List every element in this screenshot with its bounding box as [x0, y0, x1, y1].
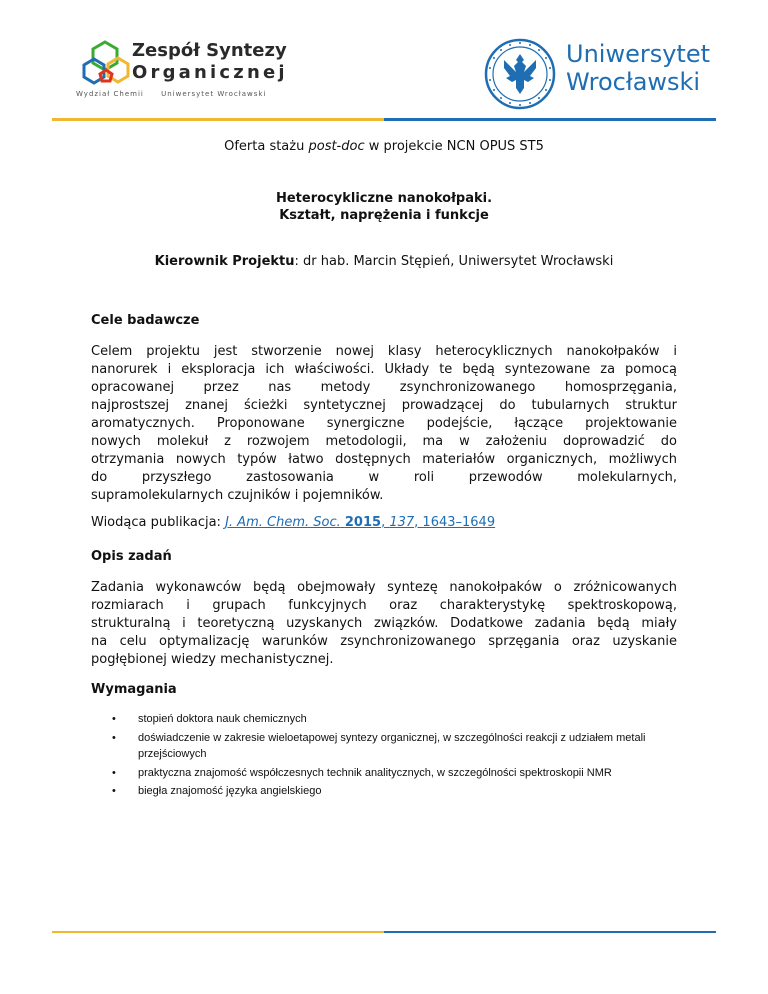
- university-name-line1: Uniwersytet: [566, 40, 710, 68]
- offer-suffix: w projekcie NCN OPUS ST5: [364, 139, 544, 154]
- offer-emphasis: post-doc: [308, 139, 365, 154]
- list-item: [112, 711, 672, 728]
- requirement-text: praktyczna znajomość współczesnych technik analitycznych, w szczególności spektroskopii NMR: [138, 766, 612, 779]
- goals-line: nanorurek i eksploracja ich właściwości. Układy te będą syntezowane za pomocą: [91, 362, 677, 377]
- requirements-list: [112, 711, 672, 802]
- bullet-icon: •: [112, 731, 116, 744]
- university-name-line2: Wrocławski: [566, 68, 701, 96]
- requirements-heading: Wymagania: [91, 682, 177, 697]
- publication-year: 2015: [344, 515, 382, 530]
- goals-line: otrzymania nowych typów łatwo dostępnych materiałów organicznych, możliwych: [91, 452, 677, 467]
- bullet-icon: •: [112, 785, 116, 797]
- header-divider-yellow: [52, 118, 384, 121]
- tasks-line: Zadania wykonawców będą obejmowały syntezę nanokołpaków o zróżnicowanych: [91, 580, 677, 595]
- tasks-line: na celu optymalizację warunków zsynchronizowanego sprzęgania oraz uzyskanie: [91, 634, 677, 649]
- project-title-line2: Kształt, naprężenia i funkcje: [279, 208, 489, 223]
- project-title-line1: Heterocykliczne nanokołpaki.: [275, 191, 493, 206]
- faculty-name: Wydział Chemii: [76, 90, 144, 98]
- publication-pages: 1643–1649: [422, 515, 496, 530]
- requirement-text: stopień doktora nauk chemicznych: [138, 713, 307, 725]
- eagle-seal-icon: [484, 38, 556, 110]
- manager-value: : dr hab. Marcin Stępień, Uniwersytet Wrocławski: [294, 254, 614, 269]
- lead-publication: [91, 515, 495, 530]
- footer-divider-yellow: [52, 931, 384, 933]
- bullet-icon: •: [112, 713, 116, 725]
- goals-line: nowych molekuł z rozwojem metodologii, ma w założeniu doprowadzić do: [91, 434, 677, 449]
- group-name-line2: Organicznej: [132, 62, 288, 83]
- list-item: [112, 783, 672, 800]
- hexagon-rings-icon: [80, 40, 132, 90]
- goals-line: najprostszej znanej ścieżki syntetycznej prowadzącej do tubularnych struktur: [91, 398, 677, 413]
- goals-line: Celem projektu jest stworzenie nowej klasy heterocyklicznych nanokołpaków i: [91, 344, 677, 359]
- tasks-paragraph: [91, 579, 677, 669]
- publication-journal: J. Am. Chem. Soc.: [225, 515, 341, 530]
- goals-line: do przyszłego zastosowania w roli przewodów molekularnych,: [91, 470, 677, 485]
- list-item: [112, 765, 672, 782]
- tasks-heading: Opis zadań: [91, 549, 172, 564]
- publication-link[interactable]: J. Am. Chem. Soc. 2015, 137, 1643–1649: [225, 515, 496, 530]
- goals-heading: Cele badawcze: [91, 313, 200, 328]
- tasks-line: pogłębionej wiedzy mechanistycznej.: [91, 652, 334, 667]
- offer-prefix: Oferta stażu: [224, 139, 309, 154]
- university-name-small: Uniwersytet Wrocławski: [161, 90, 267, 98]
- requirement-text: biegła znajomość języka angielskiego: [138, 785, 322, 797]
- publication-volume: 137: [389, 515, 415, 530]
- goals-paragraph: [91, 343, 677, 505]
- group-subtitle: [76, 90, 280, 98]
- university-logo: [484, 38, 710, 110]
- header-divider-blue: [384, 118, 716, 121]
- group-name-line1: Zespół Syntezy: [132, 40, 287, 61]
- goals-line: aromatycznych. Proponowane synergiczne podejście, łączące projektowanie: [91, 416, 677, 431]
- research-group-logo: [76, 40, 340, 100]
- bullet-icon: •: [112, 766, 116, 779]
- lead-publication-label: Wiodąca publikacja:: [91, 515, 226, 530]
- manager-label: Kierownik Projektu: [154, 254, 295, 269]
- project-manager: [52, 254, 716, 269]
- offer-line: [52, 139, 716, 154]
- goals-line: opracowanej przez nas metody zsynchronizowanego homosprzęgania,: [91, 380, 677, 395]
- requirement-text: doświadczenie w zakresie wieloetapowej syntezy organicznej, w szczególności reakcji z udziałem metali przejściowych: [138, 731, 646, 760]
- tasks-line: strukturalną i teoretyczną uzyskanych związków. Dodatkowe zadania będą miały: [91, 616, 677, 631]
- list-item: [112, 730, 672, 763]
- footer-divider-blue: [384, 931, 716, 933]
- goals-line: supramolekularnych czujników i pojemników.: [91, 488, 384, 503]
- tasks-line: rozmiarach i grupach funkcyjnych oraz charakterystykę spektroskopową,: [91, 598, 677, 613]
